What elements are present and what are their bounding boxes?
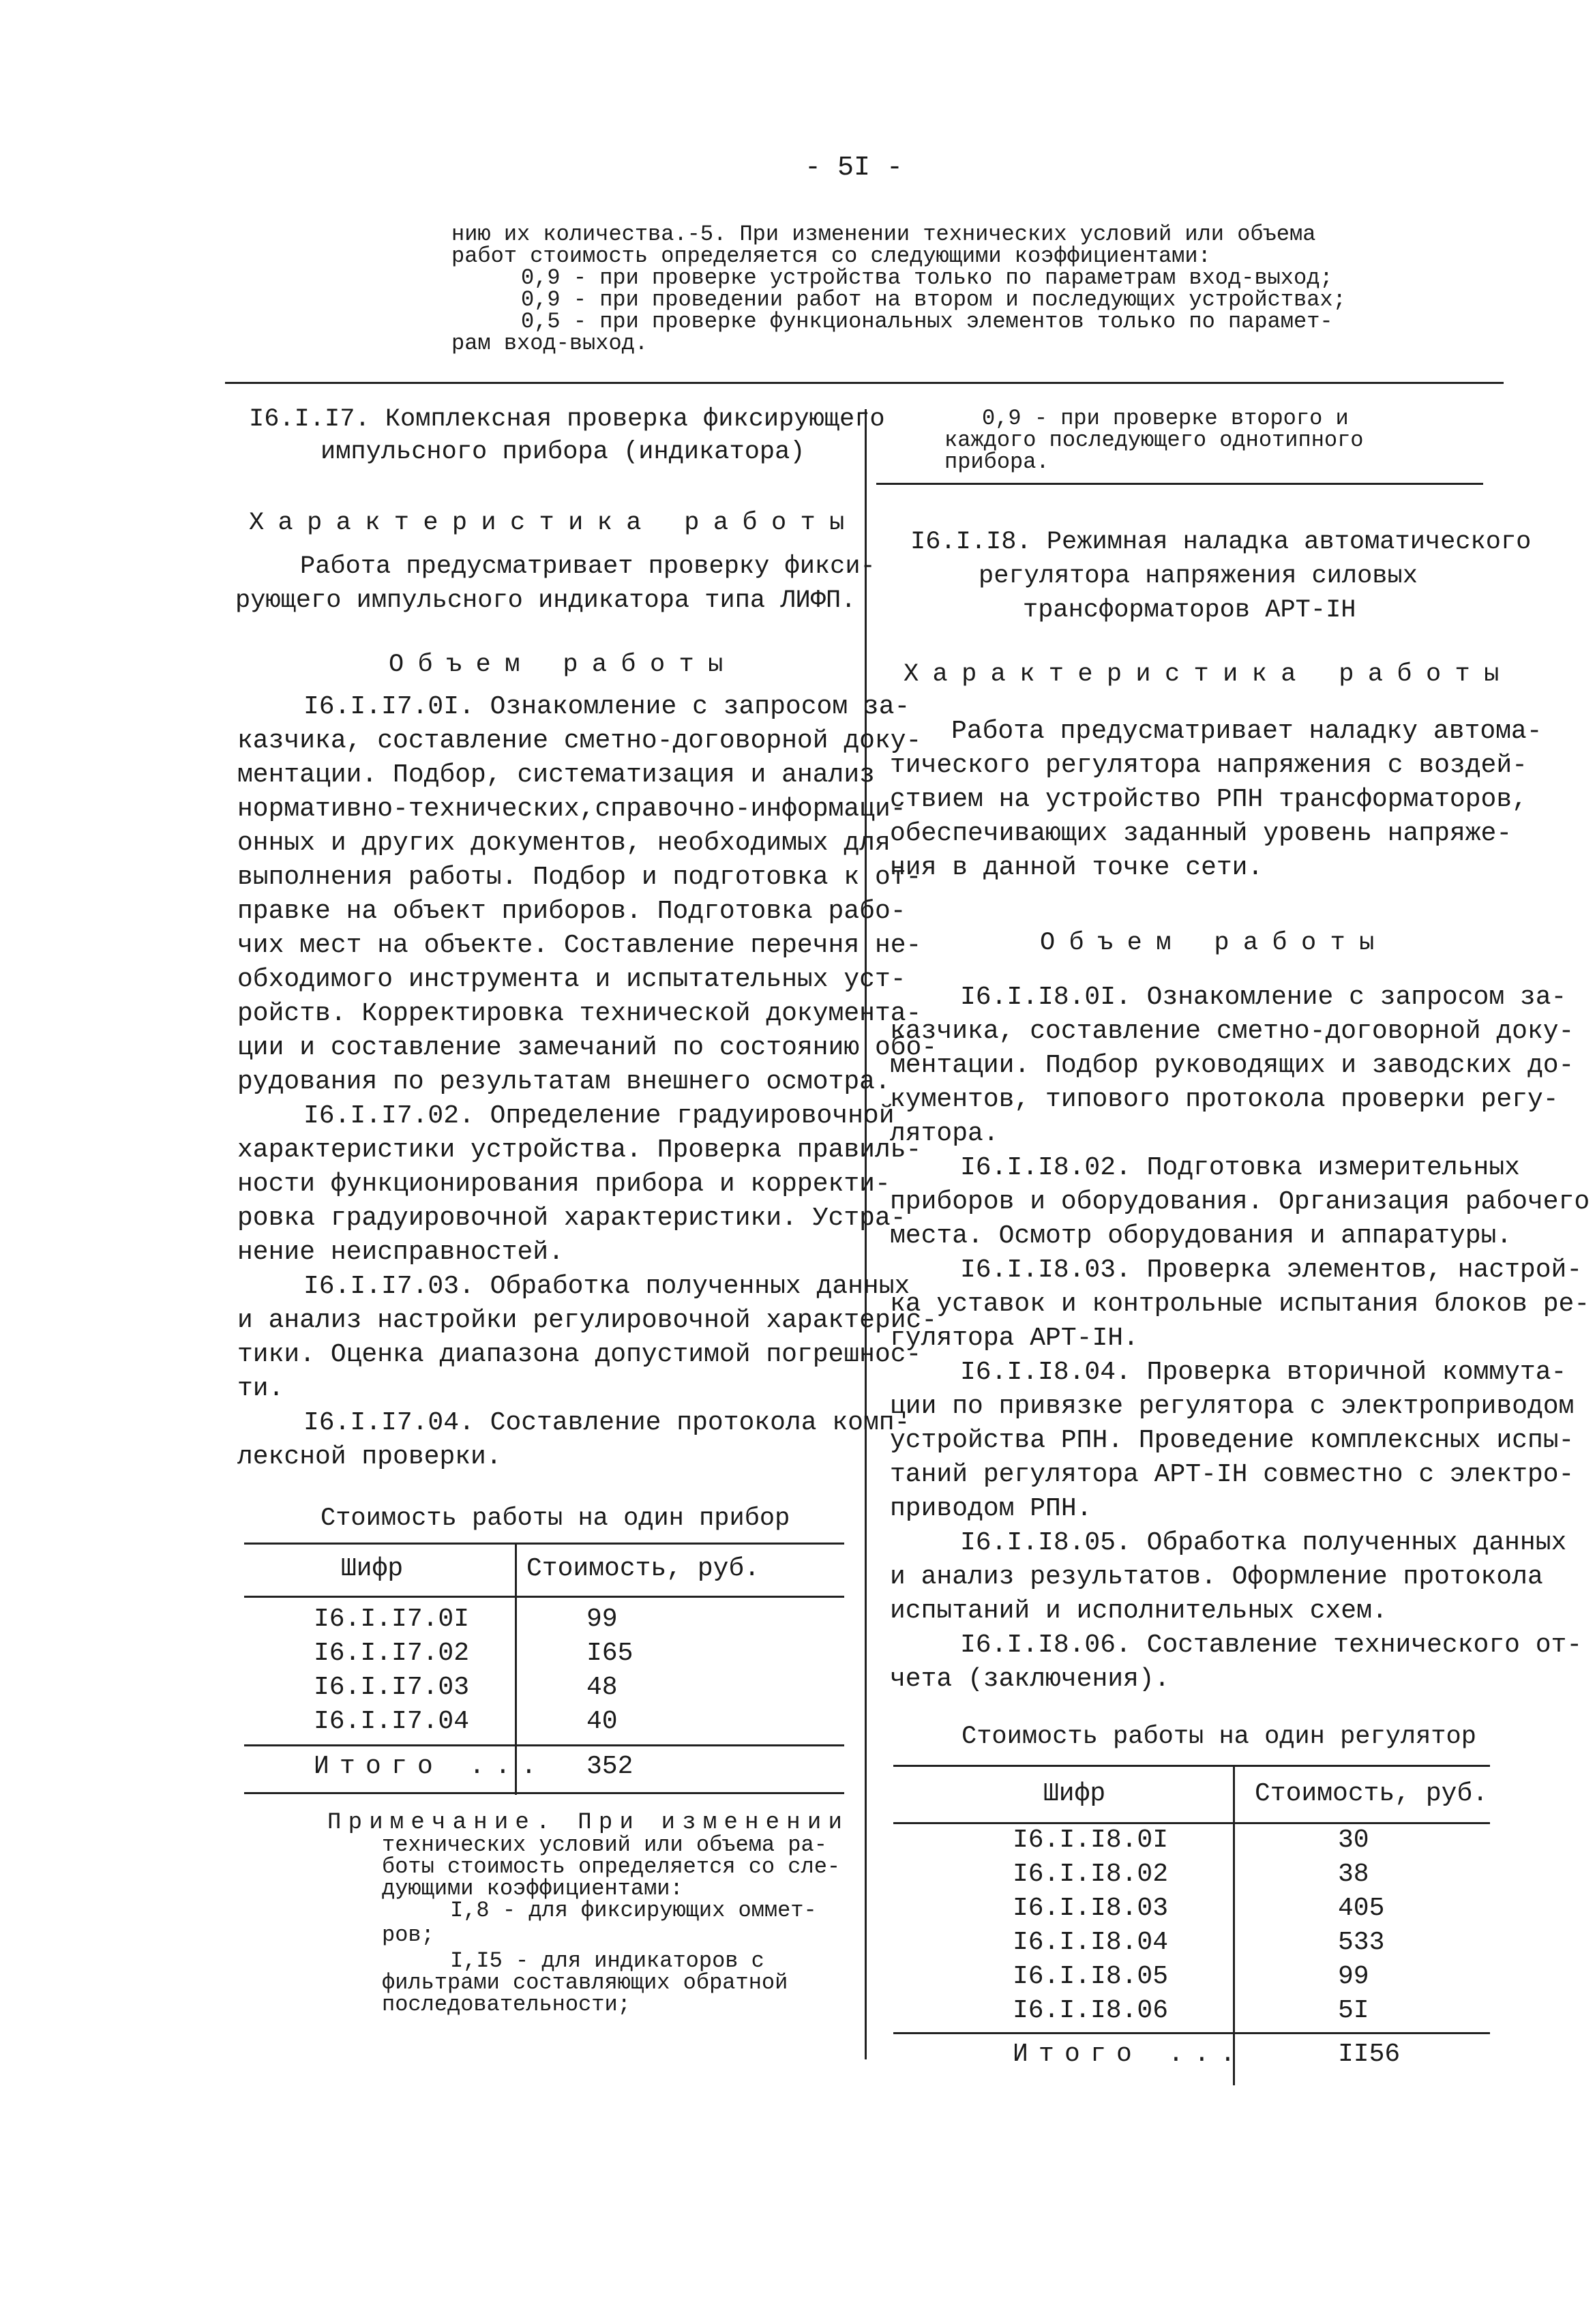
body-line: I6.I.I7.02. Определение градуировочной xyxy=(303,1101,895,1131)
char-text-left: Работа предусматривает проверку фикси- xyxy=(300,552,876,581)
body-line: и анализ результатов. Оформление протокола xyxy=(890,1562,1543,1592)
table-cell-code: I6.I.I8.06 xyxy=(1013,1996,1169,2025)
volume-heading-left: Объем работы xyxy=(389,651,737,679)
table-cell-cost: 99 xyxy=(1338,1962,1369,1991)
section-title-right: трансформаторов АРТ-IН xyxy=(1023,596,1356,625)
note-line: ров; xyxy=(382,1922,434,1948)
body-line: нормативно-технических,справочно-информаци- xyxy=(237,794,906,824)
table-rule xyxy=(244,1543,844,1545)
table-header-cost: Стоимость, руб. xyxy=(1255,1779,1489,1808)
top-line: 0,9 - при проведении работ на втором и последующих устройствах; xyxy=(521,287,1346,312)
body-line: таний регулятора АРТ-IН совместно с электро- xyxy=(890,1460,1575,1489)
note-line: дующими коэффициентами: xyxy=(382,1876,683,1901)
body-line: онных и других документов, необходимых для xyxy=(237,829,891,858)
body-line: чих мест на объекте. Составление перечня не- xyxy=(237,931,922,960)
table-cell-code: I6.I.I7.04 xyxy=(314,1707,470,1736)
top-line: работ стоимость определяется со следующими коэффициентами: xyxy=(451,243,1211,269)
table-cell-cost: 48 xyxy=(586,1673,618,1702)
body-line: испытаний и исполнительных схем. xyxy=(890,1596,1388,1626)
table-cell-cost: 38 xyxy=(1338,1860,1369,1889)
note-line: последовательности; xyxy=(382,1992,631,2017)
body-line: ции по привязке регулятора с электроприводом xyxy=(890,1392,1575,1421)
section-title-left: I6.I.I7. Комплексная проверка фиксирующего xyxy=(249,405,885,434)
cont-line-right: 0,9 - при проверке второго и xyxy=(982,406,1349,431)
body-line: кументов, типового протокола проверки регу- xyxy=(890,1085,1559,1114)
char-heading-right: Характеристика работы xyxy=(904,660,1513,689)
note-line: I,8 - для фиксирующих оммет- xyxy=(450,1898,817,1923)
body-line: ментации. Подбор руководящих и заводских до- xyxy=(890,1051,1575,1080)
table-total-label: Итого ... xyxy=(314,1752,548,1781)
body-line: ции и составление замечаний по состоянию обо- xyxy=(237,1033,938,1062)
table-rule xyxy=(244,1744,844,1746)
table-rule xyxy=(244,1792,844,1794)
table-header-cost: Стоимость, руб. xyxy=(526,1554,760,1583)
table-cell-code: I6.I.I8.03 xyxy=(1013,1894,1169,1923)
body-line: выполнения работы. Подбор и подготовка к от- xyxy=(237,863,922,892)
table-cell-code: I6.I.I8.05 xyxy=(1013,1962,1169,1991)
table-total-label: Итого ... xyxy=(1013,2040,1247,2069)
section-title-right: I6.I.I8. Режимная наладка автоматического xyxy=(910,528,1532,556)
note-line: технических условий или объема ра- xyxy=(382,1832,827,1858)
body-line: тики. Оценка диапазона допустимой погрешнос- xyxy=(237,1340,922,1369)
table-rule xyxy=(893,1765,1490,1767)
body-line: чета (заключения). xyxy=(890,1665,1170,1694)
note-label: Примечание. При изменении xyxy=(327,1810,850,1836)
char-text-left: рующего импульсного индикатора типа ЛИФП. xyxy=(235,586,856,615)
top-line: 0,9 - при проверке устройства только по параметрам вход-выход; xyxy=(521,265,1333,290)
body-line: I6.I.I7.03. Обработка полученных данных xyxy=(303,1272,910,1301)
table-caption-right: Стоимость работы на один регулятор xyxy=(962,1723,1476,1751)
char-text-right: обеспечивающих заданный уровень напряже- xyxy=(890,819,1512,848)
table-header-code: Шифр xyxy=(1043,1779,1106,1808)
body-line: устройства РПН. Проведение комплексных испы- xyxy=(890,1426,1575,1455)
table-cell-code: I6.I.I8.04 xyxy=(1013,1928,1169,1957)
note-line: фильтрами составляющих обратной xyxy=(382,1970,788,1995)
body-line: ти. xyxy=(237,1374,284,1403)
table-cell-cost: 405 xyxy=(1338,1894,1385,1923)
body-line: нение неисправностей. xyxy=(237,1238,564,1267)
body-line: ности функционирования прибора и корректи- xyxy=(237,1170,891,1199)
body-line: приборов и оборудования. Организация рабочего xyxy=(890,1187,1590,1217)
top-line: нию их количества.-5. При изменении технических условий или объема xyxy=(451,222,1316,247)
table-total-value: 352 xyxy=(586,1752,633,1781)
table-caption-left: Стоимость работы на один прибор xyxy=(321,1504,790,1533)
body-line: I6.I.I8.04. Проверка вторичной коммута- xyxy=(960,1358,1567,1387)
top-line: 0,5 - при проверке функциональных элементов только по парамет- xyxy=(521,309,1333,334)
section-title-right: регулятора напряжения силовых xyxy=(979,562,1418,591)
top-divider xyxy=(225,382,1504,384)
table-header-code: Шифр xyxy=(341,1554,404,1583)
note-line xyxy=(327,1810,850,1836)
table-cell-code: I6.I.I7.02 xyxy=(314,1639,470,1668)
char-text-right: ния в данной точке сети. xyxy=(890,853,1264,882)
body-line: ментации. Подбор, систематизация и анализ xyxy=(237,760,875,790)
body-line: лексной проверки. xyxy=(237,1442,502,1472)
table-cell-code: I6.I.I7.03 xyxy=(314,1673,470,1702)
table-cell-cost: 99 xyxy=(586,1605,618,1634)
table-cell-cost: 5I xyxy=(1338,1996,1369,2025)
body-line: рудования по результатам внешнего осмотра. xyxy=(237,1067,891,1097)
note-line: боты стоимость определяется со сле- xyxy=(382,1854,841,1879)
top-line: рам вход-выход. xyxy=(451,331,649,356)
body-line: I6.I.I7.04. Составление протокола комп- xyxy=(303,1408,910,1437)
right-top-divider xyxy=(876,483,1483,485)
table-rule xyxy=(893,2032,1490,2034)
char-text-right: Работа предусматривает наладку автома- xyxy=(951,717,1542,746)
table-cell-cost: I65 xyxy=(586,1639,633,1668)
page-number: - 5I - xyxy=(805,153,904,183)
body-line: I6.I.I8.03. Проверка элементов, настрой- xyxy=(960,1255,1583,1285)
table-rule xyxy=(244,1596,844,1598)
body-line: казчика, составление сметно-договорной доку- xyxy=(237,726,922,756)
body-line: ровка градуировочной характеристики. Устра- xyxy=(237,1204,906,1233)
body-line: и анализ настройки регулировочной характерис- xyxy=(237,1306,938,1335)
body-line: лятора. xyxy=(890,1119,999,1148)
body-line: ка уставок и контрольные испытания блоков ре- xyxy=(890,1290,1590,1319)
body-line: обходимого инструмента и испытательных уст- xyxy=(237,965,906,994)
body-line: ройств. Корректировка технической документа- xyxy=(237,999,922,1028)
table-cell-cost: 533 xyxy=(1338,1928,1385,1957)
table-rule xyxy=(893,1822,1490,1824)
body-line: казчика, составление сметно-договорной доку- xyxy=(890,1017,1575,1046)
body-line: I6.I.I8.0I. Ознакомление с запросом за- xyxy=(960,983,1567,1012)
body-line: I6.I.I7.0I. Ознакомление с запросом за- xyxy=(303,692,910,721)
table-cell-code: I6.I.I7.0I xyxy=(314,1605,470,1634)
table-cell-cost: 30 xyxy=(1338,1826,1369,1855)
table-total-value: II56 xyxy=(1338,2040,1401,2069)
table-cell-code: I6.I.I8.0I xyxy=(1013,1826,1169,1855)
char-text-right: тического регулятора напряжения с воздей- xyxy=(890,751,1527,780)
body-line: I6.I.I8.02. Подготовка измерительных xyxy=(960,1153,1520,1182)
note-line: I,I5 - для индикаторов с xyxy=(450,1948,764,1973)
char-text-right: ствием на устройство РПН трансформаторов, xyxy=(890,785,1527,814)
cont-line-right: прибора. xyxy=(944,449,1049,475)
body-line: места. Осмотр оборудования и аппаратуры. xyxy=(890,1221,1512,1251)
cont-line-right: каждого последующего однотипного xyxy=(944,428,1364,453)
char-heading-left: Характеристика работы xyxy=(249,509,859,537)
body-line: I6.I.I8.05. Обработка полученных данных xyxy=(960,1528,1567,1558)
body-line: гулятора АРТ-IН. xyxy=(890,1324,1139,1353)
table-cell-code: I6.I.I8.02 xyxy=(1013,1860,1169,1889)
body-line: правке на объект приборов. Подготовка рабо- xyxy=(237,897,906,926)
section-title-left: импульсного прибора (индикатора) xyxy=(321,438,805,466)
body-line: приводом РПН. xyxy=(890,1494,1092,1523)
body-line: характеристики устройства. Проверка правиль- xyxy=(237,1135,922,1165)
volume-heading-right: Объем работы xyxy=(1040,929,1388,957)
body-line: I6.I.I8.06. Составление технического от- xyxy=(960,1630,1583,1660)
table-cell-cost: 40 xyxy=(586,1707,618,1736)
